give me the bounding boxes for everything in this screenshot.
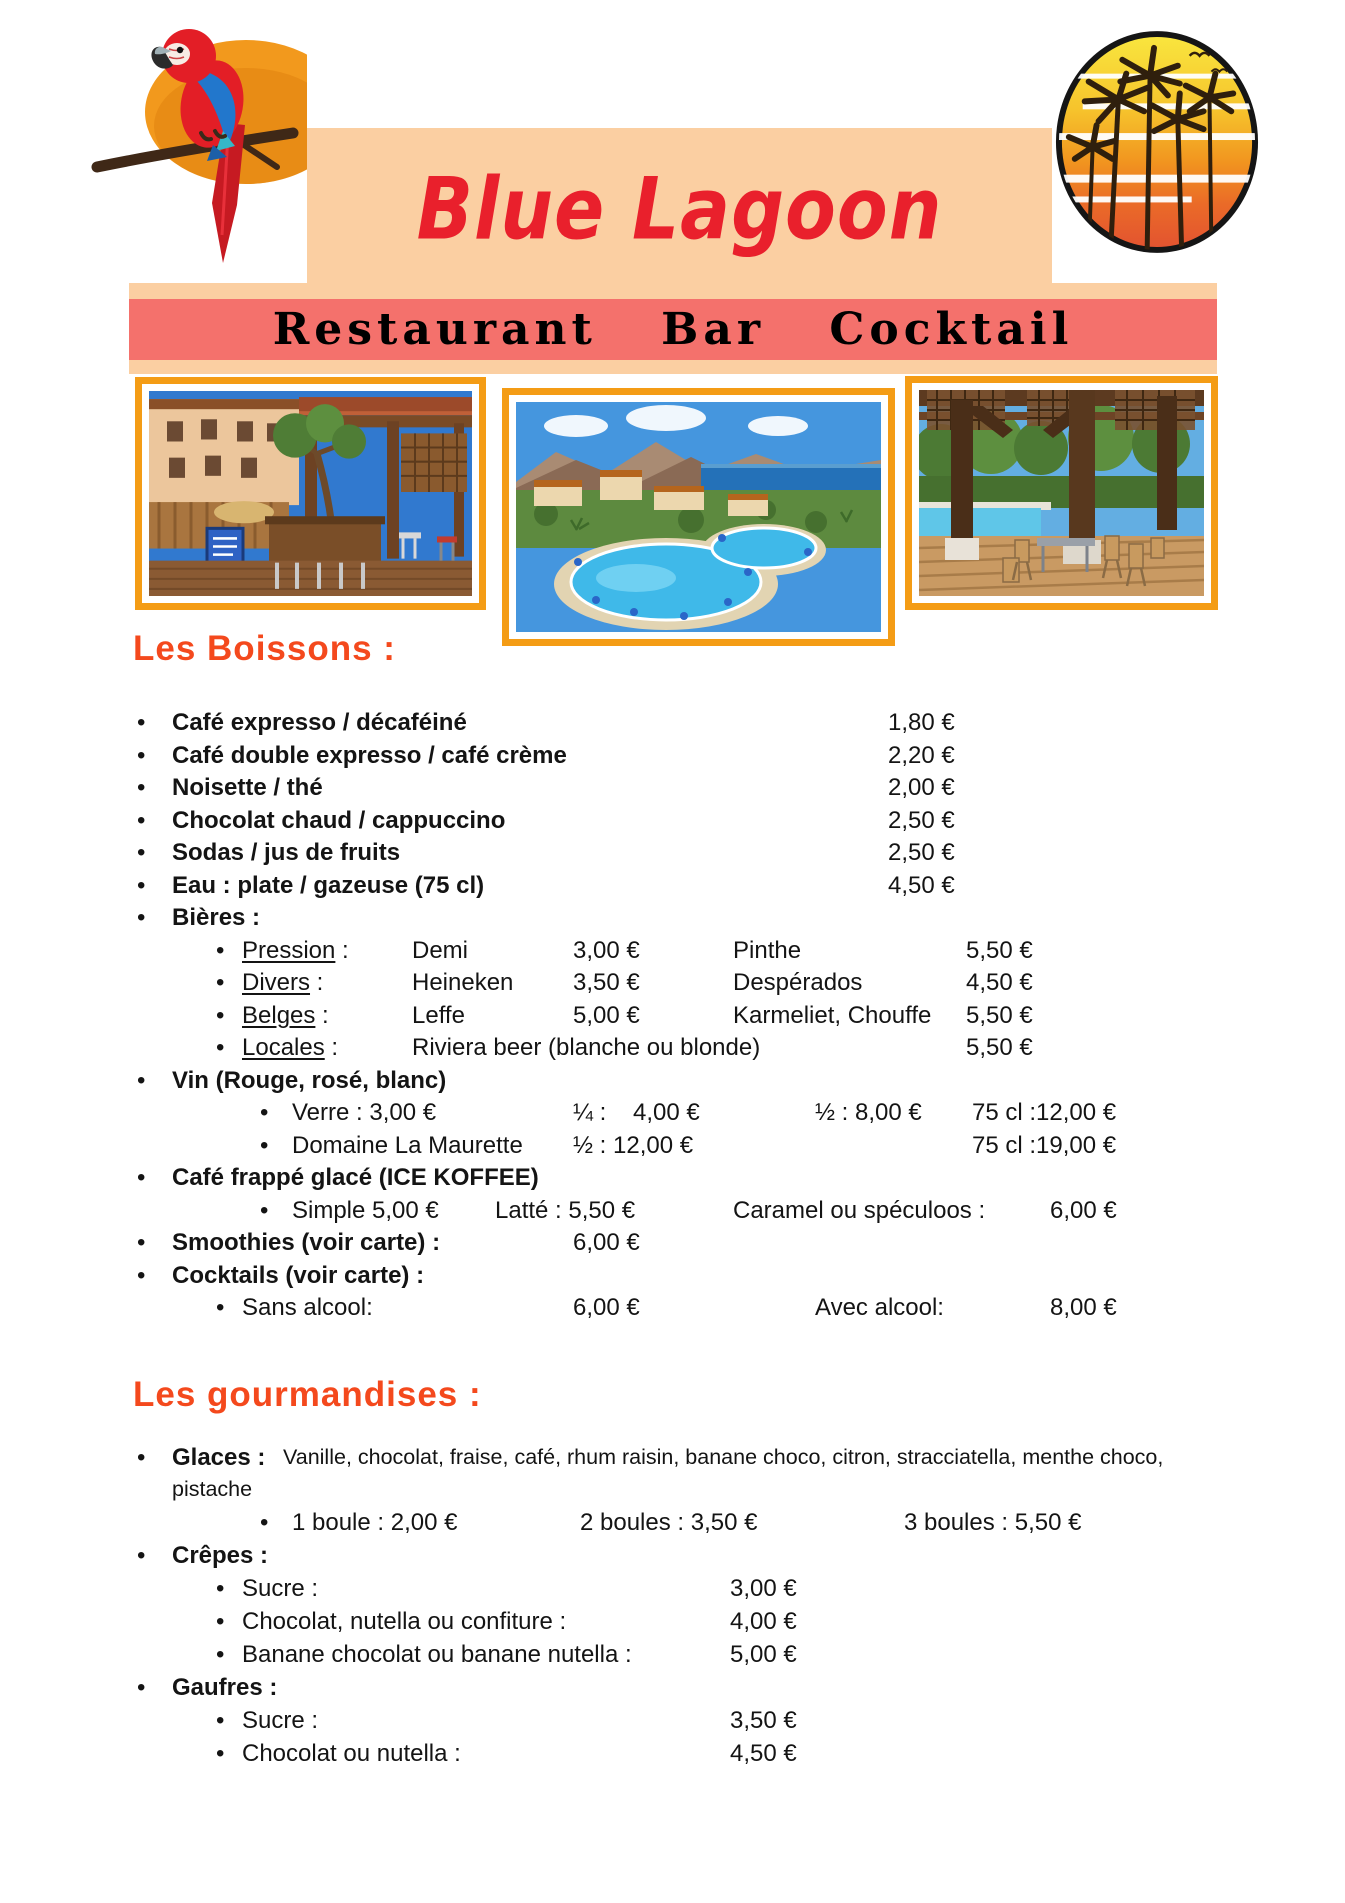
bullet-dot: • xyxy=(137,709,146,736)
palm-sunset-icon xyxy=(1053,28,1261,256)
menu-row xyxy=(0,1194,1345,1227)
menu-cell: 8,00 € xyxy=(1050,1294,1117,1321)
menu-cell: 5,00 € xyxy=(573,1002,640,1029)
menu-cell: 6,00 € xyxy=(573,1294,640,1321)
menu-cell: Cocktails (voir carte) : xyxy=(172,1262,425,1289)
menu-cell: 4,00 € xyxy=(730,1608,797,1635)
menu-row xyxy=(0,1737,1345,1770)
bullet-dot: • xyxy=(216,1608,225,1635)
menu-row xyxy=(0,869,1345,902)
bullet-dot: • xyxy=(216,1575,225,1602)
menu-row xyxy=(0,771,1345,804)
menu-row xyxy=(0,1226,1345,1259)
menu-row xyxy=(0,1473,1345,1506)
bullet-dot: • xyxy=(137,742,146,769)
menu-cell: 5,00 € xyxy=(730,1641,797,1668)
bullet-dot: • xyxy=(216,937,225,964)
bullet-dot: • xyxy=(216,1740,225,1767)
bullet-dot: • xyxy=(137,1229,146,1256)
menu-cell: 2,00 € xyxy=(888,774,955,801)
menu-cell: 1,80 € xyxy=(888,709,955,736)
bullet-dot: • xyxy=(137,872,146,899)
banner-text: Restaurant Bar Cocktail xyxy=(272,304,1074,355)
menu-cell: Heineken xyxy=(412,969,514,996)
menu-cell: Karmeliet, Chouffe xyxy=(733,1002,932,1029)
menu-cell: 6,00 € xyxy=(573,1229,640,1256)
bullet-dot: • xyxy=(137,774,146,801)
menu-cell: 2,50 € xyxy=(888,807,955,834)
menu-cell: 3,00 € xyxy=(573,937,640,964)
menu-cell: Café expresso / décaféiné xyxy=(172,709,467,736)
bullet-dot: • xyxy=(260,1509,269,1536)
menu-cell: Noisette / thé xyxy=(172,774,323,801)
menu-cell: Chocolat ou nutella : xyxy=(242,1740,461,1767)
bullet-dot: • xyxy=(137,1067,146,1094)
menu-cell: Café frappé glacé (ICE KOFFEE) xyxy=(172,1164,539,1191)
menu-cell: 5,50 € xyxy=(966,937,1033,964)
menu-cell: Pression : xyxy=(242,937,349,964)
menu-row xyxy=(0,1638,1345,1671)
bullet-dot: • xyxy=(137,1164,146,1191)
menu-cell: 3,00 € xyxy=(730,1575,797,1602)
menu-cell: Eau : plate / gazeuse (75 cl) xyxy=(172,872,485,899)
menu-cell: Leffe xyxy=(412,1002,465,1029)
menu-cell: Sans alcool: xyxy=(242,1294,373,1321)
bullet-dot: • xyxy=(137,839,146,866)
menu-cell: Café double expresso / café crème xyxy=(172,742,567,769)
menu-cell: 6,00 € xyxy=(1050,1197,1117,1224)
menu-cell: Pinthe xyxy=(733,937,802,964)
bullet-dot: • xyxy=(137,1444,146,1471)
section-heading-gourmandises: Les gourmandises : xyxy=(133,1375,482,1414)
menu-cell: Chocolat, nutella ou confiture : xyxy=(242,1608,567,1635)
menu-cell: 4,50 € xyxy=(966,969,1033,996)
menu-cell: Chocolat chaud / cappuccino xyxy=(172,807,506,834)
bullet-dot: • xyxy=(216,1707,225,1734)
menu-row xyxy=(0,739,1345,772)
menu-row xyxy=(0,1506,1345,1539)
resort-pool-image xyxy=(516,402,881,632)
menu-row xyxy=(0,706,1345,739)
menu-cell: Glaces : xyxy=(172,1444,266,1471)
menu-row xyxy=(0,1031,1345,1064)
menu-cell: 3,50 € xyxy=(730,1707,797,1734)
bullet-dot: • xyxy=(216,1641,225,1668)
menu-row xyxy=(0,804,1345,837)
menu-cell: 1 boule : 2,00 € xyxy=(292,1509,458,1536)
menu-cell: Verre : 3,00 € xyxy=(292,1099,437,1126)
menu-cell: Smoothies (voir carte) : xyxy=(172,1229,441,1256)
menu-cell: Vin (Rouge, rosé, blanc) xyxy=(172,1067,447,1094)
bullet-dot: • xyxy=(260,1099,269,1126)
menu-cell: Caramel ou spéculoos : xyxy=(733,1197,986,1224)
menu-row xyxy=(0,1704,1345,1737)
menu-cell: Riviera beer (blanche ou blonde) xyxy=(412,1034,761,1061)
menu-cell: pistache xyxy=(172,1477,253,1501)
bullet-dot: • xyxy=(137,807,146,834)
photo-covered-terrace xyxy=(905,376,1218,610)
bar-exterior-image xyxy=(149,391,472,596)
page-title: Blue Lagoon xyxy=(416,159,943,260)
menu-row xyxy=(0,1129,1345,1162)
banner xyxy=(129,299,1217,360)
bullet-dot: • xyxy=(216,1002,225,1029)
bullet-dot: • xyxy=(216,1294,225,1321)
menu-cell: Avec alcool: xyxy=(815,1294,944,1321)
menu-cell: 75 cl :19,00 € xyxy=(972,1132,1117,1159)
menu-cell: 5,50 € xyxy=(966,1034,1033,1061)
menu-cell: Gaufres : xyxy=(172,1674,278,1701)
bullet-dot: • xyxy=(137,1674,146,1701)
menu-cell: 3 boules : 5,50 € xyxy=(904,1509,1082,1536)
menu-row xyxy=(0,1671,1345,1704)
menu-cell: 4,50 € xyxy=(730,1740,797,1767)
photo-bar-exterior xyxy=(135,377,486,610)
menu-cell: Demi xyxy=(412,937,469,964)
menu-row xyxy=(0,1259,1345,1292)
parrot-logo-box xyxy=(85,5,307,268)
bullet-dot: • xyxy=(137,904,146,931)
menu-cell: ¼ : xyxy=(573,1099,607,1126)
menu-cell: Domaine La Maurette xyxy=(292,1132,523,1159)
menu-cell: 3,50 € xyxy=(573,969,640,996)
menu-cell: Bières : xyxy=(172,904,261,931)
bullet-dot: • xyxy=(216,1034,225,1061)
menu-cell: 2,50 € xyxy=(888,839,955,866)
photo-mat xyxy=(912,383,1211,603)
bullet-dot: • xyxy=(260,1132,269,1159)
bullet-dot: • xyxy=(216,969,225,996)
menu-cell: Belges : xyxy=(242,1002,329,1029)
menu-cell: Banane chocolat ou banane nutella : xyxy=(242,1641,632,1668)
menu-row xyxy=(0,1064,1345,1097)
menu-row xyxy=(0,1539,1345,1572)
parrot-icon xyxy=(85,5,307,268)
menu-cell: 5,50 € xyxy=(966,1002,1033,1029)
menu-cell: Latté : 5,50 € xyxy=(495,1197,636,1224)
bullet-dot: • xyxy=(137,1262,146,1289)
menu-cell: 2 boules : 3,50 € xyxy=(580,1509,758,1536)
menu-cell: Divers : xyxy=(242,969,324,996)
menu-cell: ½ : 8,00 € xyxy=(815,1099,922,1126)
photo-mat xyxy=(142,384,479,603)
menu-cell: Vanille, chocolat, fraise, café, rhum raisin, banane choco, citron, stracciatella, menthe choco, xyxy=(283,1445,1164,1469)
menu-cell: Simple 5,00 € xyxy=(292,1197,439,1224)
photo-mat xyxy=(509,395,888,639)
menu-cell: Despérados xyxy=(733,969,863,996)
menu-row xyxy=(0,1096,1345,1129)
menu-row xyxy=(0,836,1345,869)
menu-cell: 4,00 € xyxy=(633,1099,700,1126)
menu-row xyxy=(0,1605,1345,1638)
bullet-dot: • xyxy=(260,1197,269,1224)
menu-row xyxy=(0,966,1345,999)
menu-row xyxy=(0,901,1345,934)
photo-resort-pool-aerial xyxy=(502,388,895,646)
menu-cell: 75 cl :12,00 € xyxy=(972,1099,1117,1126)
menu-cell: 4,50 € xyxy=(888,872,955,899)
menu-row xyxy=(0,1161,1345,1194)
menu-row xyxy=(0,1441,1345,1474)
menu-row xyxy=(0,934,1345,967)
covered-terrace-image xyxy=(919,390,1204,596)
bullet-dot: • xyxy=(137,1542,146,1569)
menu-cell: Sodas / jus de fruits xyxy=(172,839,401,866)
menu-row xyxy=(0,999,1345,1032)
menu-cell: Sucre : xyxy=(242,1575,319,1602)
menu-cell: Sucre : xyxy=(242,1707,319,1734)
section-heading-boissons: Les Boissons : xyxy=(133,629,396,668)
menu-cell: ½ : 12,00 € xyxy=(573,1132,694,1159)
menu-cell: Crêpes : xyxy=(172,1542,269,1569)
menu-row xyxy=(0,1572,1345,1605)
menu-cell: Locales : xyxy=(242,1034,339,1061)
menu-row xyxy=(0,1291,1345,1324)
menu-cell: 2,20 € xyxy=(888,742,955,769)
